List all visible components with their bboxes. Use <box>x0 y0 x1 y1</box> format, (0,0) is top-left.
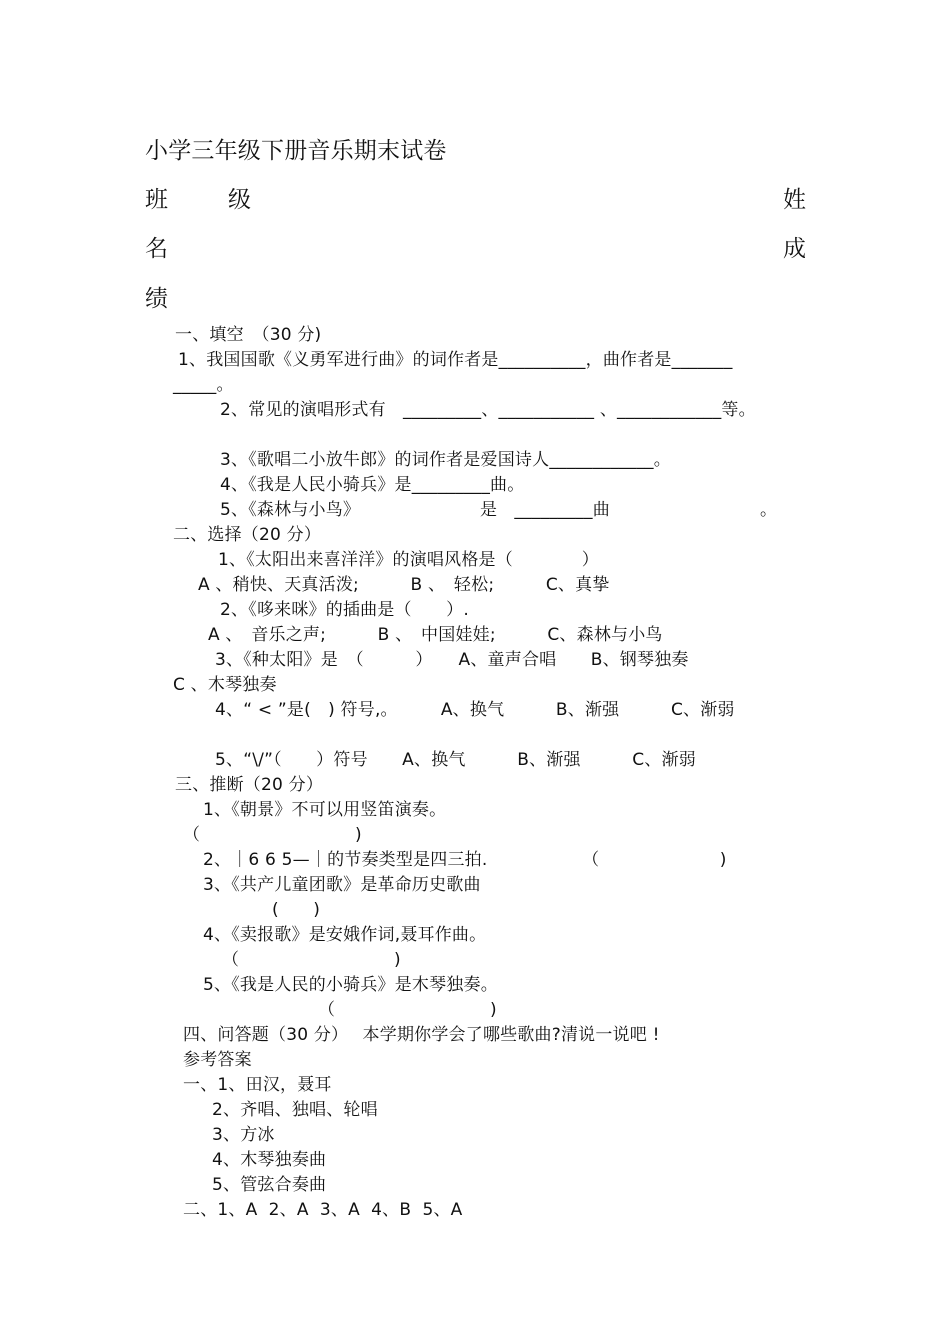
section1-q5a: 5、《森林与小鸟》 <box>220 500 361 520</box>
section3-q3-paren: ( ) <box>272 900 321 920</box>
answer-line-4: 4、木琴独奏曲 <box>212 1150 327 1170</box>
section2-heading: 二、选择（20 分） <box>173 525 322 545</box>
section3-q2: 2、｜6 6 5—｜的节奏类型是四三拍. （ ) <box>203 850 727 870</box>
section1-q5c: 。 <box>760 500 778 520</box>
answer-line-3: 3、方冰 <box>212 1125 275 1145</box>
section1-q1b: _____。 <box>173 375 234 395</box>
section3-q1: 1、《朝景》不可以用竖笛演奏。 <box>203 800 447 820</box>
answer-line-6: 二、1、A 2、A 3、A 4、B 5、A <box>183 1200 463 1220</box>
section1-q5b: 是 _________曲 <box>480 500 610 520</box>
section3-heading: 三、推断（20 分） <box>175 775 324 795</box>
section3-q3: 3、《共产儿童团歌》是革命历史歌曲 <box>203 875 481 895</box>
header-cheng: 成 <box>783 236 807 262</box>
section2-q4: 4、“ < ”是( ) 符号,。 A、换气 B、渐强 C、渐弱 <box>215 700 735 720</box>
section4-heading: 四、问答题（30 分） 本学期你学会了哪些歌曲?清说一说吧 ! <box>183 1025 660 1045</box>
section3-q5-paren: （ ) <box>318 1000 497 1020</box>
header-ban: 班 <box>145 187 169 213</box>
answer-line-1: 一、1、田汉，聂耳 <box>183 1075 332 1095</box>
header-ji: 级 <box>228 187 252 213</box>
answers-heading: 参考答案 <box>183 1050 252 1070</box>
header-ming: 名 <box>145 236 169 262</box>
section2-q3: 3、《种太阳》是 （ ） A、童声合唱 B、钢琴独奏 <box>215 650 689 670</box>
section2-q5: 5、“\/”（ ）符号 A、换气 B、渐强 C、渐弱 <box>215 750 696 770</box>
section1-q2: 2、常见的演唱形式有 _________、___________ 、____________等。 <box>220 400 756 420</box>
section1-q3: 3、《歌唱二小放牛郎》的词作者是爱国诗人____________。 <box>220 450 671 470</box>
section3-q4: 4、《卖报歌》是安娥作词,聂耳作曲。 <box>203 925 487 945</box>
section3-q1-paren: （ ) <box>183 825 362 845</box>
answer-line-5: 5、管弦合奏曲 <box>212 1175 327 1195</box>
section2-q2-options: A 、 音乐之声; B 、 中国娃娃; C、森林与小鸟 <box>208 625 663 645</box>
section1-q4: 4、《我是人民小骑兵》是_________曲。 <box>220 475 525 495</box>
header-xing: 姓 <box>783 187 807 213</box>
section2-q1: 1、《太阳出来喜洋洋》的演唱风格是（ ） <box>218 550 599 570</box>
section2-q2: 2、《哆来咪》的插曲是（ ）. <box>220 600 469 620</box>
section2-q1-options: A 、稍快、天真活泼; B 、 轻松; C、真挚 <box>198 575 610 595</box>
section1-heading: 一、填空 （30 分) <box>175 325 322 345</box>
answer-line-2: 2、齐唱、独唱、轮唱 <box>212 1100 378 1120</box>
section2-q3-options: C 、木琴独奏 <box>173 675 277 695</box>
header-ji2: 绩 <box>145 286 169 312</box>
section3-q5: 5、《我是人民的小骑兵》是木琴独奏。 <box>203 975 498 995</box>
section1-q1a: 1、我国国歌《义勇军进行曲》的词作者是__________，曲作者是_______ <box>178 350 733 370</box>
section3-q4-paren: （ ) <box>222 950 401 970</box>
page-title: 小学三年级下册音乐期末试卷 <box>145 138 447 164</box>
